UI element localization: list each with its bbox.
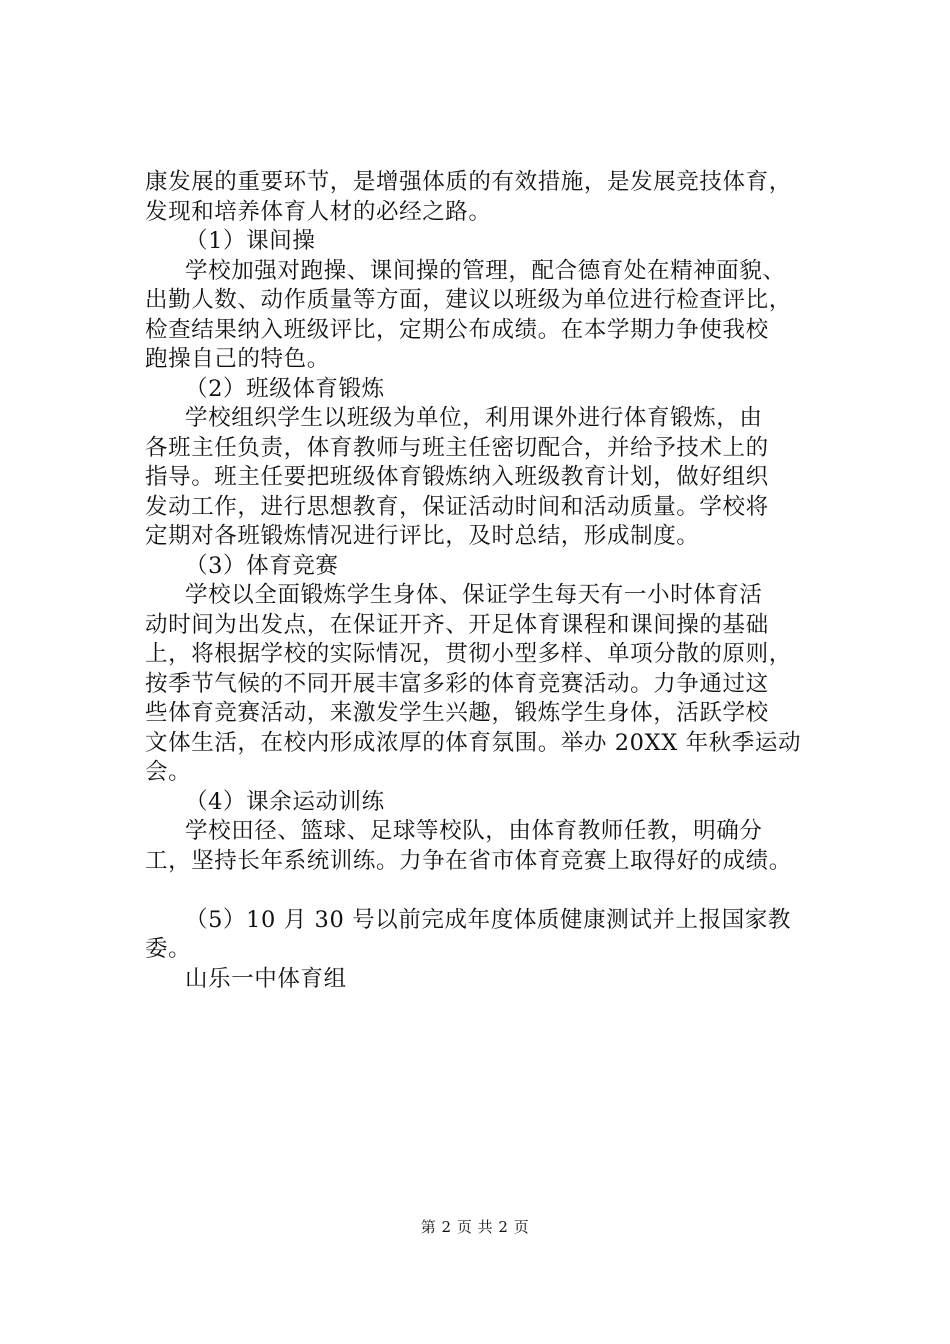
text-line: 发现和培养体育人材的必经之路。 (145, 198, 492, 225)
text-line: 按季节气候的不同开展丰富多彩的体育竞赛活动。力争通过这 (145, 670, 769, 697)
text-line: 指导。班主任要把班级体育锻炼纳入班级教育计划，做好组织 (145, 464, 769, 490)
text-line: 康发展的重要环节，是增强体质的有效措施，是发展竞技体育， (145, 169, 792, 195)
text-line: 会。 (145, 759, 192, 785)
text-line: 些体育竞赛活动，来激发学生兴趣，锻炼学生身体，活跃学校 (145, 700, 769, 726)
text-line: （4）课余运动训练 (185, 788, 385, 815)
page-footer: 第 2 页 共 2 页 (420, 1218, 530, 1236)
text-line: 出勤人数、动作质量等方面，建议以班级为单位进行检查评比， (145, 287, 792, 313)
text-line: 上，将根据学校的实际情况，贯彻小型多样、单项分散的原则， (145, 641, 792, 667)
text-line: 动时间为出发点，在保证开齐、开足体育课程和课间操的基础 (145, 611, 769, 638)
text-line: （5）10 月 30 号以前完成年度体质健康测试并上报国家教 (185, 906, 792, 933)
text-line: 工，坚持长年系统训练。力争在省市体育竞赛上取得好的成绩。 (145, 847, 792, 874)
document-body (145, 168, 845, 994)
text-line: 检查结果纳入班级评比，定期公布成绩。在本学期力争使我校 (145, 316, 769, 343)
text-line: （2）班级体育锻炼 (185, 375, 385, 402)
text-line: 发动工作，进行思想教育，保证活动时间和活动质量。学校将 (145, 493, 769, 520)
text-line: 学校田径、篮球、足球等校队，由体育教师任教，明确分 (185, 818, 763, 844)
text-line: 山乐一中体育组 (185, 965, 347, 992)
text-line: 各班主任负责，体育教师与班主任密切配合，并给予技术上的 (145, 434, 769, 461)
text-line: 学校以全面锻炼学生身体、保证学生每天有一小时体育活 (185, 582, 763, 608)
text-line: 定期对各班锻炼情况进行评比，及时总结，形成制度。 (145, 523, 700, 549)
text-line: 跑操自己的特色。 (145, 346, 330, 372)
text-line: （1）课间操 (185, 228, 316, 254)
text-line: 学校组织学生以班级为单位，利用课外进行体育锻炼，由 (185, 405, 763, 431)
text-line: （3）体育竞赛 (185, 552, 339, 579)
text-line: 委。 (145, 936, 192, 962)
text-line: 文体生活，在校内形成浓厚的体育氛围。举办 20XX 年秋季运动 (145, 729, 802, 756)
text-line: 学校加强对跑操、课间操的管理，配合德育处在精神面貌、 (185, 257, 786, 284)
blank-line (145, 876, 845, 906)
